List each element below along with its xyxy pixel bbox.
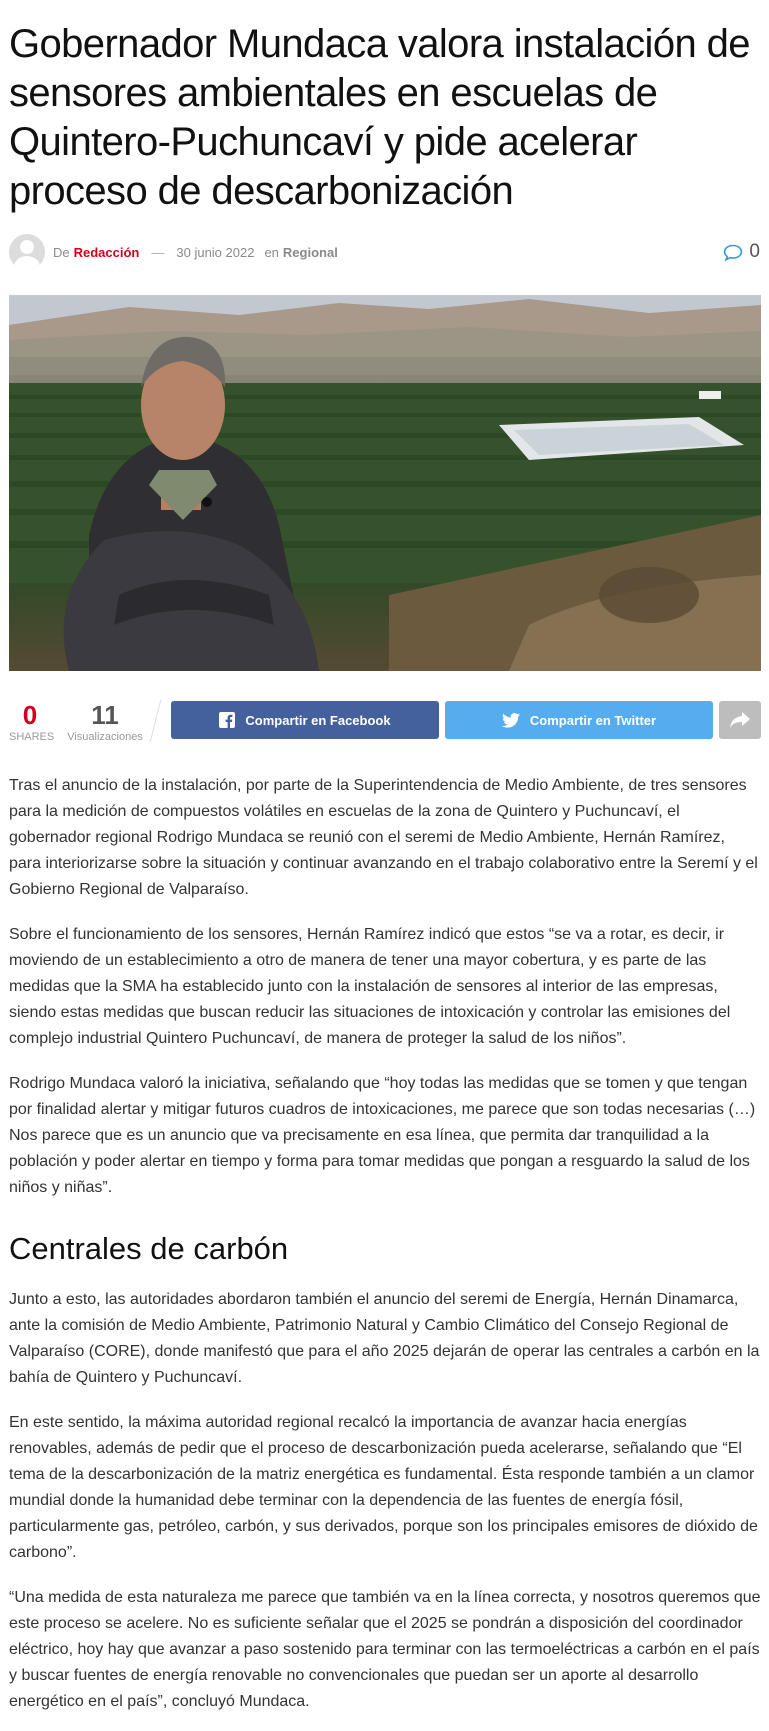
more-share-button[interactable] [719,701,761,739]
author-link[interactable]: Redacción [73,244,140,260]
in-label: en [264,244,279,260]
paragraph: Junto a esto, las autoridades abordaron también el anuncio del seremi de Energía, Hernán Dinamarca, ante la comisión de Medio Ambiente, Patrimonio Natural y Cambio Climático del Consejo Regional de Valparaíso (CORE), donde manifestó que para el año 2025 dejarán de operar las centrales a carbón en la bahía de Quintero y Puchuncaví. [9,1291,760,1386]
shares-label: SHARES [9,731,55,743]
facebook-logo-icon [219,712,235,728]
featured-image-illustration [9,295,761,671]
share-twitter-button[interactable] [445,701,713,739]
user-avatar-icon[interactable] [9,234,45,270]
article-title: Gobernador Mundaca valora instalación de sensores ambientales en escuelas de Quintero-Puchuncaví y pide acelerar proceso de descarbonización [9,22,750,213]
views-count: 11 [91,700,119,730]
by-label: De [53,244,70,260]
share-facebook-button[interactable] [171,701,439,739]
comment-bubble-icon [723,244,743,261]
paragraph: Sobre el funcionamiento de los sensores, Hernán Ramírez indicó que estos “se va a rotar, es decir, ir moviendo de un establecimiento a otro de manera de tener una mayor cobertura, y es parte de las medidas que la SMA ha establecido junto con la instalación de sensores al interior de las empresas, siendo estas medidas que buscan reducir las situaciones de intoxicación y controlar las emisiones del complejo industrial Quintero Puchuncaví, de manera de proteger la salud de los niños”. [9,926,731,1047]
twitter-bird-icon [502,713,520,728]
article-body [9,773,761,1715]
article-meta [9,232,760,272]
paragraph: En este sentido, la máxima autoridad regional recalcó la importancia de avanzar hacia energías renovables, además de pedir que el proceso de descarbonización pueda acelerarse, señalando que “El tema de la descarbonización de la matriz energética es fundamental. Ésta responde también a un clamor mundial donde la humanidad debe terminar con la dependencia de las fuentes de energía fósil, particularmente gas, petróleo, carbón, y sus derivados, porque son los principales emisores de dióxido de carbono”. [9,1414,758,1561]
shares-count: 0 [22,700,38,730]
shares-counter [9,700,55,743]
paragraph: Tras el anuncio de la instalación, por parte de la Superintendencia de Medio Ambiente, de tres sensores para la medición de compuestos volátiles en escuelas de la zona de Quintero y Puchuncaví, el gobernador regional Rodrigo Mundaca se reunió con el seremi de Medio Ambiente, Hernán Ramírez, para interiorizarse sobre la situación y continuar avanzando en el trabajo colaborativo entre la Seremí y el Gobierno Regional de Valparaíso. [9,777,758,898]
section-heading: Centrales de carbón [9,1231,289,1266]
share-facebook-label: Compartir en Facebook [245,712,391,728]
share-arrow-icon [730,712,750,728]
comment-count: 0 [749,241,760,262]
paragraph: Rodrigo Mundaca valoró la iniciativa, señalando que “hoy todas las medidas que se tomen y que tengan por finalidad alertar y mitigar futuros cuadros de intoxicaciones, me parece que son todas necesarias (…) Nos parece que es un anuncio que va precisamente en esa línea, que permita dar tranquilidad a la población y poder alertar en tiempo y forma para tomar medidas que pongan a resguardo la salud de los niños y niñas”. [9,1075,756,1196]
publish-date: 30 junio 2022 [176,244,255,260]
views-label: Visualizaciones [67,731,143,743]
share-bar [9,701,760,741]
comments-link[interactable] [723,241,760,263]
paragraph: “Una medida de esta naturaleza me parece que también va en la línea correcta, y nosotros queremos que este proceso se acelere. No es suficiente señalar que el 2025 se pondrán a disposición del coordinador eléctrico, hoy hay que avanzar a paso sostenido para terminar con las termoeléctricas a carbón en el país y buscar fuentes de energía renovable no convencionales que puedan ser un aporte al desarrollo energético en el país”, concluyó Mundaca. [9,1589,761,1710]
views-counter [65,701,145,743]
share-divider [150,700,162,743]
meta-separator: — [151,244,165,260]
category-link[interactable]: Regional [282,244,338,260]
featured-image [9,295,761,671]
share-twitter-label: Compartir en Twitter [529,712,657,728]
